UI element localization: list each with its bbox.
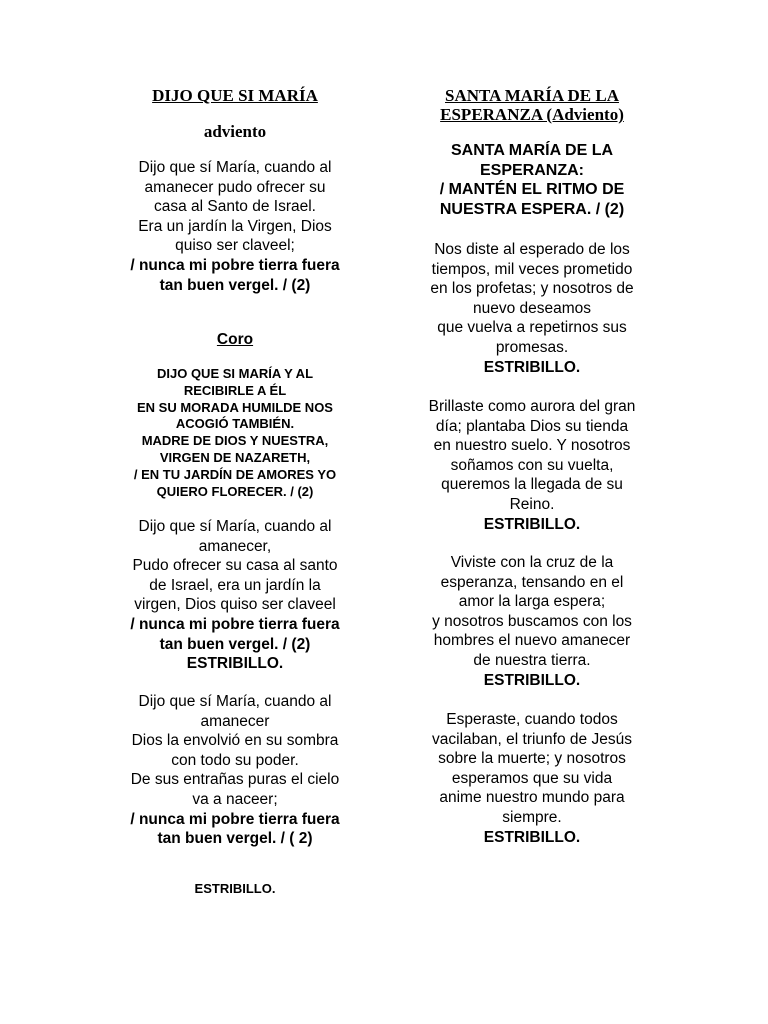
verse-line: y nosotros buscamos con los: [432, 612, 632, 630]
verse-line: de nuestra tierra.: [473, 651, 591, 669]
estribillo-line: NUESTRA ESPERA. / (2): [439, 200, 625, 218]
verse-line: Dijo que sí María, cuando al: [138, 693, 332, 710]
verse-line: casa al Santo de Israel.: [154, 198, 316, 216]
verse-line-refrain: / nunca mi pobre tierra fuera: [130, 810, 340, 828]
estribillo-line: / MANTÉN EL RITMO DE: [439, 181, 625, 199]
estribillo-marker: ESTRIBILLO.: [483, 828, 581, 846]
verse-line: Nos diste al esperado de los: [434, 241, 630, 258]
verse-3-left: [104, 692, 366, 849]
verse-line: con todo su poder.: [171, 751, 299, 769]
verse-line: Dijo que sí María, cuando al: [138, 518, 332, 535]
verse-line-refrain: tan buen vergel. / ( 2): [157, 830, 313, 848]
estribillo-marker: ESTRIBILLO.: [483, 515, 581, 533]
verse-line: que vuelva a repetirnos sus: [437, 319, 627, 337]
estribillo-line: ESPERANZA:: [479, 161, 584, 179]
coro-line: RECIBIRLE A ÉL: [183, 382, 287, 398]
song-title-right: [405, 86, 659, 124]
verse-line: Era un jardín la Virgen, Dios: [138, 217, 332, 235]
verse-line: de Israel, era un jardín la: [149, 576, 321, 594]
coro-line: EN SU MORADA HUMILDE NOS: [137, 399, 333, 415]
verse-line: vacilaban, el triunfo de Jesús: [432, 730, 632, 748]
coro-line: VIRGEN DE NAZARETH,: [159, 449, 311, 465]
verse-1-left: [104, 158, 366, 295]
verse-line: Reino.: [509, 495, 555, 513]
coro-label: Coro: [216, 331, 254, 348]
verse-line-refrain: tan buen vergel. / (2): [159, 276, 311, 294]
verse-2-right: [405, 397, 659, 534]
verse-line: virgen, Dios quiso ser claveel: [134, 596, 336, 614]
verse-line: Dios la envolvió en su sombra: [131, 732, 339, 750]
verse-3-right: [405, 553, 659, 690]
verse-line-refrain: tan buen vergel. / (2): [159, 635, 311, 653]
coro-line: MADRE DE DIOS Y NUESTRA,: [141, 433, 329, 449]
estribillo-marker: ESTRIBILLO.: [186, 655, 284, 673]
verse-line: amanecer,: [198, 537, 272, 555]
verse-line: amanecer pudo ofrecer su: [144, 178, 326, 196]
verse-line: Pudo ofrecer su casa al santo: [132, 557, 338, 575]
verse-line: sobre la muerte; y nosotros: [438, 750, 626, 768]
verse-line: en nuestro suelo. Y nosotros: [433, 437, 631, 455]
verse-line: hombres el nuevo amanecer: [433, 632, 631, 650]
coro-line: DIJO QUE SI MARÍA Y AL: [156, 366, 314, 381]
verse-line: quiso ser claveel;: [175, 237, 295, 255]
verse-line: amanecer: [200, 712, 270, 730]
estribillo-line: SANTA MARÍA DE LA: [450, 142, 614, 159]
verse-1-right: [405, 240, 659, 377]
title-line: ESPERANZA (Adviento): [440, 105, 624, 124]
coro-line: ACOGIÓ TAMBIÉN.: [175, 416, 295, 432]
title-line: SANTA MARÍA DE LA: [445, 86, 619, 105]
estribillo-marker: ESTRIBILLO.: [483, 358, 581, 376]
verse-line: en los profetas; y nosotros de: [430, 280, 634, 298]
verse-line: día; plantaba Dios su tienda: [435, 417, 629, 435]
verse-line: promesas.: [495, 338, 569, 356]
coro-text: [104, 366, 366, 500]
verse-line: Esperaste, cuando todos: [446, 711, 618, 728]
verse-line: siempre.: [502, 808, 562, 826]
coro-line: / EN TU JARDÍN DE AMORES YO: [133, 466, 337, 482]
verse-line: Dijo que sí María, cuando al: [138, 159, 332, 176]
verse-line: tiempos, mil veces prometido: [431, 260, 633, 278]
estribillo-marker: ESTRIBILLO.: [483, 671, 581, 689]
verse-line: De sus entrañas puras el cielo: [130, 771, 340, 789]
verse-line: amor la larga espera;: [458, 593, 606, 611]
verse-line: esperamos que su vida: [451, 769, 613, 787]
verse-line: esperanza, tensando en el: [440, 573, 624, 591]
verse-line-refrain: / nunca mi pobre tierra fuera: [130, 615, 340, 633]
verse-line: soñamos con su vuelta,: [450, 456, 614, 474]
verse-2-left: [104, 517, 366, 674]
verse-line: va a naceer;: [192, 790, 278, 808]
verse-line: queremos la llegada de su: [441, 476, 623, 494]
song-subtitle-left: adviento: [203, 122, 267, 141]
coro-line: QUIERO FLORECER. / (2): [156, 483, 314, 499]
verse-line: Brillaste como aurora del gran: [428, 398, 636, 415]
verse-line: anime nuestro mundo para: [439, 789, 625, 807]
verse-line: Viviste con la cruz de la: [450, 554, 614, 571]
verse-4-right: [405, 710, 659, 847]
song-title-left: DIJO QUE SI MARÍA: [152, 86, 318, 105]
estribillo-right: [405, 141, 659, 219]
verse-line-refrain: / nunca mi pobre tierra fuera: [130, 256, 340, 274]
footer-estribillo: ESTRIBILLO.: [194, 881, 276, 896]
verse-line: nuevo deseamos: [472, 299, 592, 317]
